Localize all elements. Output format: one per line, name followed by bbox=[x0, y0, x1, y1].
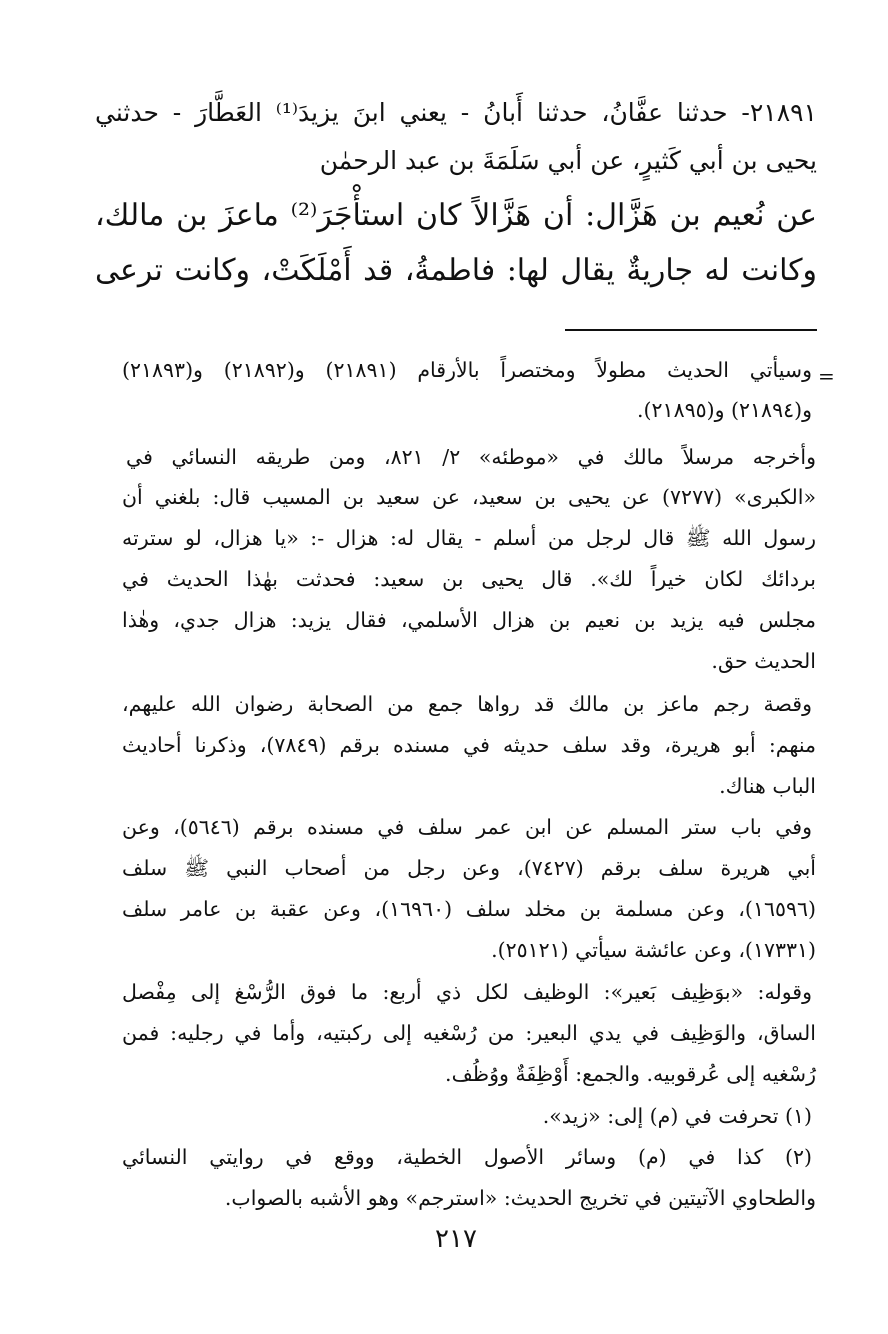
footnote-line: وسيأتي الحديث مطولاً ومختصراً بالأرقام (٢١٨٩١) و(٢١٨٩٢) و(٢١٨٩٣) bbox=[122, 358, 812, 382]
footnote-line: رسول الله ﷺ قال لرجل من أسلم - يقال له: هزال -: «يا هزال، لو سترته bbox=[122, 526, 816, 550]
footnote-line: الحديث حق. bbox=[711, 649, 816, 673]
footnote-line: والطحاوي الآتيتين في تخريج الحديث: «استرجم» وهو الأشبه بالصواب. bbox=[224, 1186, 816, 1210]
footnote-line: وأخرجه مرسلاً مالك في «موطئه» ٢/ ٨٢١، ومن طريقه النسائي في bbox=[126, 445, 817, 469]
footnotes bbox=[122, 0, 817, 1215]
footnote-line: رُسْغيه إلى عُرقوبيه. والجمع: أَوْظِفَةٌ ووُظُف. bbox=[445, 1062, 816, 1086]
hadith-line: وكانت له جاريةٌ يقال لها: فاطمةُ، قد أَمْلَكَتْ، وكانت ترعى bbox=[95, 253, 817, 288]
footnote-line: (١٧٣٣١)، وعن عائشة سيأتي (٢٥١٢١). bbox=[491, 938, 816, 962]
footnote-line: الباب هناك. bbox=[719, 774, 816, 798]
footnote-line: (١٦٥٩٦)، وعن مسلمة بن مخلد سلف (١٦٩٦٠)، وعن عقبة بن عامر سلف bbox=[122, 897, 816, 921]
footnote-line: و(٢١٨٩٤) و(٢١٨٩٥). bbox=[637, 398, 812, 422]
hadith-line: ٢١٨٩١- حدثنا عفَّانُ، حدثنا أَبانُ - يعني ابنَ يزيدَ⁽¹⁾ العَطَّارَ - حدثني bbox=[95, 98, 817, 127]
footnote-line: مجلس فيه يزيد بن نعيم بن هزال الأسلمي، فقال يزيد: هزال جدي، وهٰذا bbox=[122, 608, 816, 632]
hadith-line: عن نُعيم بن هَزَّال: أن هَزَّالاً كان استأْجَرَ⁽²⁾ ماعزَ بن مالك، bbox=[95, 198, 817, 233]
footnote-line: الساق، والوَظِيف في يدي البعير: من رُسْغيه إلى ركبتيه، وأما في رجليه: فمن bbox=[122, 1021, 816, 1045]
footnote-line: أبي هريرة سلف برقم (٧٤٢٧)، وعن رجل من أصحاب النبي ﷺ سلف bbox=[122, 856, 816, 880]
page-number: ٢١٧ bbox=[435, 1224, 477, 1254]
footnote-ref-1: (١) تحرفت في (م) إلى: «زيد». bbox=[542, 1104, 812, 1128]
footnote-line: «الكبرى» (٧٢٧٧) عن يحيى بن سعيد، عن سعيد بن المسيب قال: بلغني أن bbox=[122, 485, 817, 509]
footnote-ref-2: (٢) كذا في (م) وسائر الأصول الخطية، ووقع في روايتي النسائي bbox=[122, 1145, 812, 1169]
footnote-line: وفي باب ستر المسلم عن ابن عمر سلف في مسنده برقم (٥٦٤٦)، وعن bbox=[122, 815, 813, 839]
footnote-line: بردائك لكان خيراً لك». قال يحيى بن سعيد: فحدثت بهٰذا الحديث في bbox=[122, 567, 816, 591]
hadith-line: يحيى بن أبي كَثيرٍ، عن أبي سَلَمَةَ بن عبد الرحمٰن bbox=[319, 146, 817, 175]
footnote-continuation-marker: = bbox=[818, 364, 835, 388]
footnote-line: وقوله: «بوَظِيف بَعير»: الوظيف لكل ذي أربع: ما فوق الرُّسْغ إلى مِفْصل bbox=[122, 980, 812, 1004]
footnote-line: وقصة رجم ماعز بن مالك قد رواها جمع من الصحابة رضوان الله عليهم، bbox=[122, 692, 812, 716]
footnote-line: منهم: أبو هريرة، وقد سلف حديثه في مسنده برقم (٧٨٤٩)، وذكرنا أحاديث bbox=[122, 733, 816, 757]
